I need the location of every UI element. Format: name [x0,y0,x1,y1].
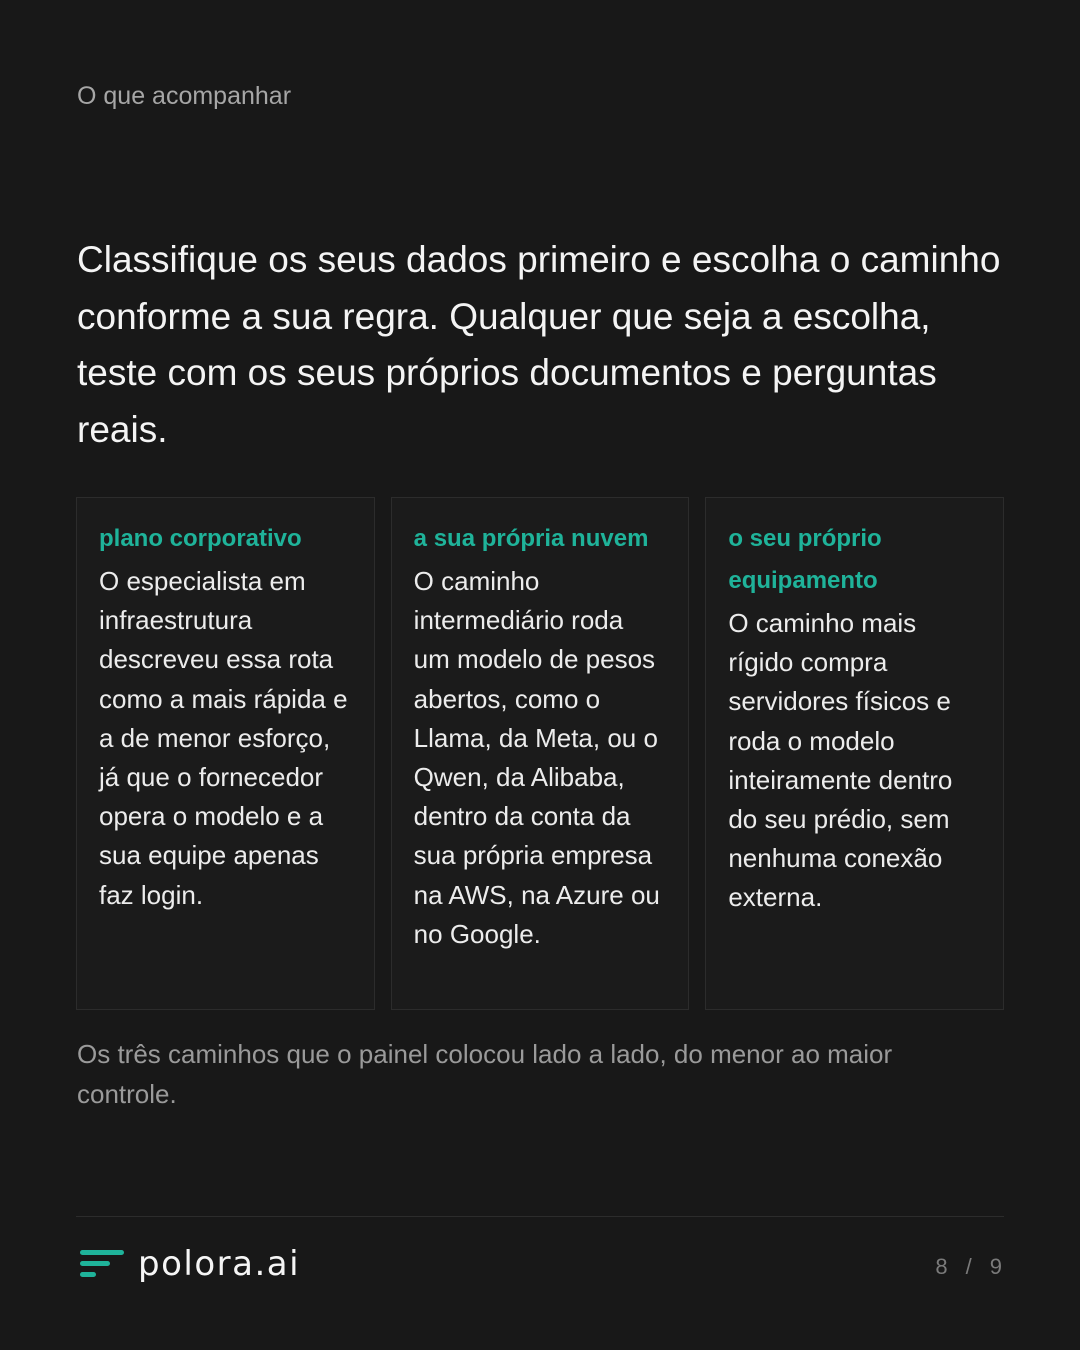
card-title: plano corporativo [99,525,302,552]
card-corporate-plan [76,497,375,1010]
card-title: a sua própria nuvem [413,525,649,552]
page-current: 8 [935,1254,948,1279]
eyebrow-label: O que acompanhar [77,82,292,110]
card-own-cloud [391,497,690,1010]
page-total: 9 [989,1254,1002,1279]
brand-logo [80,1244,300,1284]
page-separator: / [965,1254,972,1279]
card-body: O especialista em infraestrutura descreveu essa rota como a mais rápida e a de menor esforço, já que o fornecedor opera o modelo e a sua equipe apenas faz login. [99,566,348,910]
bars-logo-icon [80,1250,124,1278]
card-own-hardware [705,497,1004,1010]
headline: Classifique os seus dados primeiro e escolha o caminho conforme a sua regra. Qualquer que seja a escolha, teste com os seus próprios documentos e perguntas reais. [77,239,1001,450]
caption: Os três caminhos que o painel colocou lado a lado, do menor ao maior controle. [77,1039,893,1109]
card-body: O caminho mais rígido compra servidores físicos e roda o modelo inteiramente dentro do seu prédio, sem nenhuma conexão externa. [728,608,953,913]
card-title: o seu próprio equipamento [728,525,882,594]
footer-divider [76,1216,1004,1217]
card-body: O caminho intermediário roda um modelo de pesos abertos, como o Llama, da Meta, ou o Qwen, da Alibaba, dentro da conta da sua própria empresa na AWS, na Azure ou no Google. [413,566,660,949]
brand-name: polora.ai [138,1244,301,1284]
cards-row [76,497,1004,1010]
page-indicator [935,1253,1002,1281]
